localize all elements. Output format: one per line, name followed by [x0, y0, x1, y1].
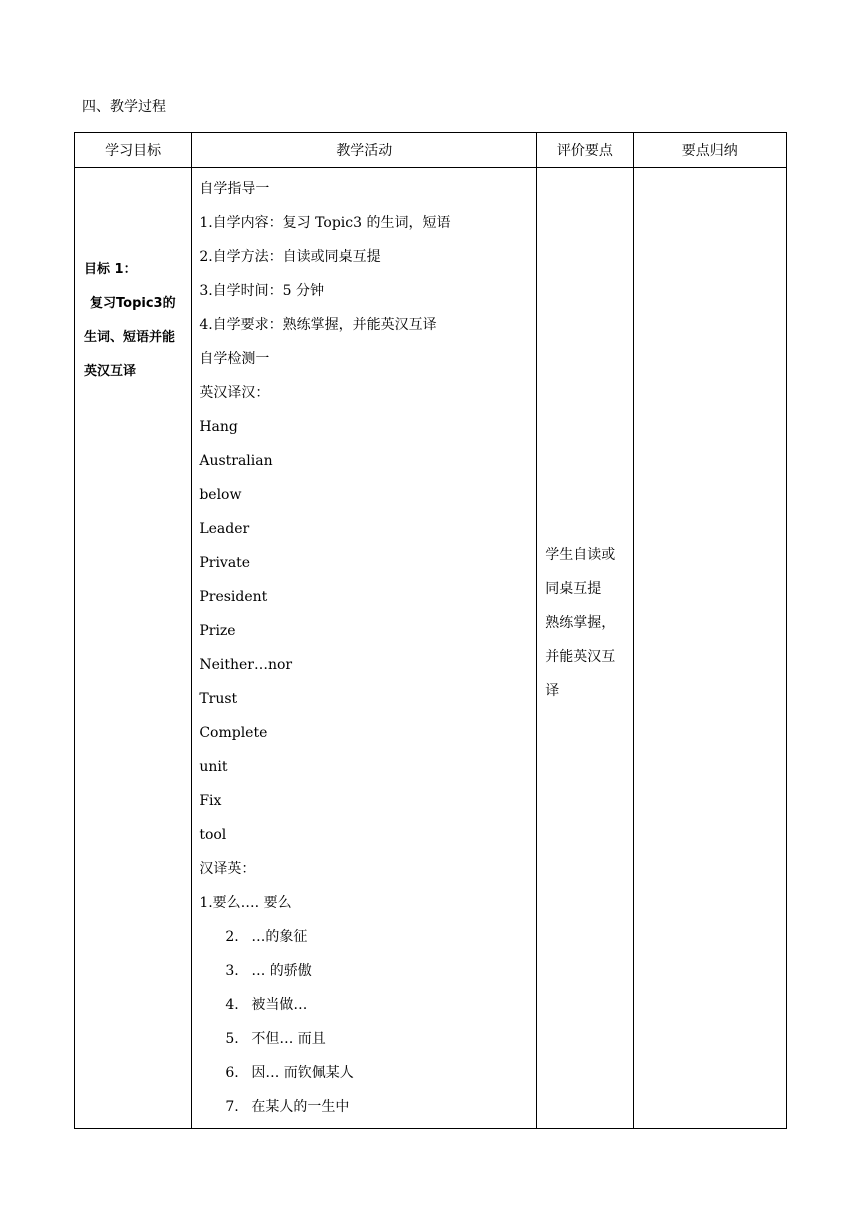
- activity-line: 自学指导一: [199, 181, 270, 197]
- activity-line: 自学检测一: [199, 351, 270, 367]
- header-teaching-activity: 教学活动: [192, 133, 537, 168]
- activity-line: 2.自学方法：自读或同桌互提: [199, 249, 381, 265]
- key-points-summary-cell: [633, 168, 786, 1129]
- activity-line: 1.要么…. 要么: [199, 895, 292, 911]
- numbered-phrase-item: [199, 920, 530, 954]
- learning-goal-cell: [75, 168, 192, 1129]
- item-text: … 的骄傲: [251, 963, 312, 979]
- item-text: 被当做…: [251, 997, 308, 1013]
- numbered-phrase-list: [199, 920, 530, 1124]
- section-heading: 四、教学过程: [82, 99, 166, 115]
- teaching-process-table: [74, 132, 787, 1129]
- goal-line: 英汉互译: [84, 364, 137, 379]
- goal-line: 复习Topic3的: [90, 296, 176, 311]
- activity-line: Neither…nor: [199, 657, 293, 673]
- activity-line: 4.自学要求：熟练掌握，并能英汉互译: [199, 317, 437, 333]
- evaluation-cell: [537, 168, 633, 1129]
- activity-line: 3.自学时间：5 分钟: [199, 283, 325, 299]
- header-key-points-summary: 要点归纳: [633, 133, 786, 168]
- numbered-phrase-item: [199, 988, 530, 1022]
- item-number: 7.: [225, 1099, 239, 1115]
- goal-line: 生词、短语并能: [84, 330, 176, 345]
- activity-line: Complete: [199, 725, 268, 741]
- activity-line: Trust: [199, 691, 238, 707]
- activity-line: 英汉译汉：: [199, 385, 270, 401]
- item-text: 在某人的一生中: [251, 1099, 350, 1115]
- item-number: 2.: [225, 929, 239, 945]
- item-number: 4.: [225, 997, 239, 1013]
- evaluation-line: 同桌互提: [545, 581, 602, 597]
- activity-line: unit: [199, 759, 228, 775]
- item-text: 因… 而钦佩某人: [251, 1065, 354, 1081]
- activity-line: Fix: [199, 793, 222, 809]
- table-row: [75, 168, 787, 1129]
- activity-line: Hang: [199, 419, 238, 435]
- item-text: 不但… 而且: [251, 1031, 326, 1047]
- numbered-phrase-item: [199, 1056, 530, 1090]
- table-header-row: [75, 133, 787, 168]
- evaluation-line: 译: [545, 683, 560, 699]
- evaluation-line: 并能英汉互: [545, 649, 616, 665]
- activity-line: tool: [199, 827, 227, 843]
- goal-title: 目标 1：: [84, 262, 137, 277]
- activity-line: below: [199, 487, 242, 503]
- activity-line: Leader: [199, 521, 250, 537]
- evaluation-line: 学生自读或: [545, 547, 616, 563]
- activity-list: [199, 172, 530, 920]
- activity-line: 1.自学内容：复习 Topic3 的生词，短语: [199, 215, 451, 231]
- evaluation-line: 熟练掌握，: [545, 615, 616, 631]
- teaching-activity-cell: [192, 168, 537, 1129]
- activity-line: 汉译英：: [199, 861, 256, 877]
- numbered-phrase-item: [199, 954, 530, 988]
- header-learning-goal: 学习目标: [75, 133, 192, 168]
- numbered-phrase-item: [199, 1090, 530, 1124]
- item-text: …的象征: [251, 929, 308, 945]
- item-number: 5.: [225, 1031, 239, 1047]
- item-number: 6.: [225, 1065, 239, 1081]
- header-evaluation-points: 评价要点: [537, 133, 633, 168]
- activity-line: President: [199, 589, 268, 605]
- activity-line: Prize: [199, 623, 236, 639]
- activity-line: Private: [199, 555, 251, 571]
- activity-line: Australian: [199, 453, 273, 469]
- item-number: 3.: [225, 963, 239, 979]
- numbered-phrase-item: [199, 1022, 530, 1056]
